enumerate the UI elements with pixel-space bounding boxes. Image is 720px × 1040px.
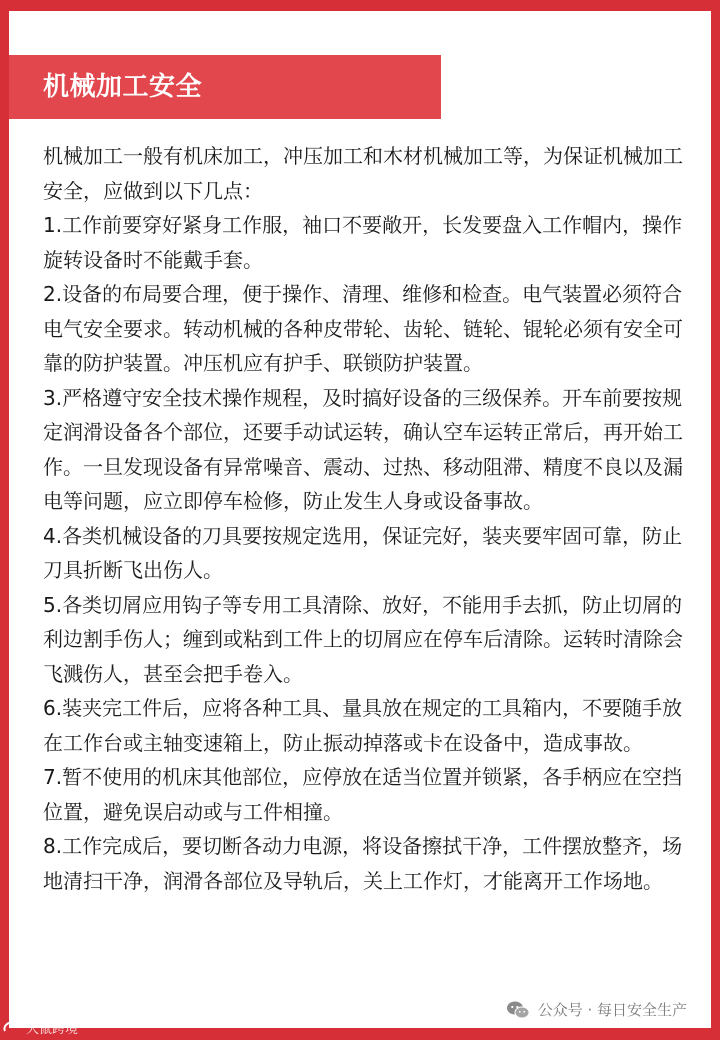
watermark-text: 公众号 · 每日安全生产 <box>537 1001 687 1019</box>
article-body <box>43 139 689 898</box>
rule-item-2: 2.设备的布局要合理，便于操作、清理、维修和检查。电气装置必须符合电气安全要求。转动机械的各种皮带轮、齿轮、链轮、锟轮必须有安全可靠的防护装置。冲压机应有护手、联锁防护装置。 <box>43 282 683 375</box>
wechat-icon <box>506 1000 530 1020</box>
rule-item-8: 8.工作完成后，要切断各动力电源，将设备擦拭干净，工件摆放整齐，场地清扫干净，润滑各部位及导轨后，关上工作灯，才能离开工作场地。 <box>43 834 683 893</box>
rule-item-4: 4.各类机械设备的刀具要按规定选用，保证完好，装夹要牢固可靠，防止刀具折断飞出伤人。 <box>43 523 683 582</box>
footer-brand <box>0 1016 78 1038</box>
rule-item-1: 1.工作前要穿好紧身工作服，袖口不要敞开，长发要盘入工作帽内，操作旋转设备时不能戴手套。 <box>43 213 683 272</box>
logo-mark-icon <box>0 1018 22 1036</box>
footer-brand-text: 大鼠跨境 <box>26 1021 79 1037</box>
title-banner <box>9 55 441 119</box>
rule-item-5: 5.各类切屑应用钩子等专用工具清除、放好，不能用手去抓，防止切屑的利边割手伤人；缠到或粘到工件上的切屑应在停车后清除。运转时清除会飞溅伤人，甚至会把手卷入。 <box>43 592 683 686</box>
article-card <box>9 11 711 1028</box>
wechat-watermark <box>506 999 687 1020</box>
rule-item-3: 3.严格遵守安全技术操作规程，及时搞好设备的三级保养。开车前要按规定润滑设备各个部位，还要手动试运转，确认空车运转正常后，再开始工作。一旦发现设备有异常噪音、震动、过热、移动阻滞、精度不良以及漏电等问题，应立即停车检修，防止发生人身或设备事故。 <box>43 385 683 513</box>
intro-paragraph: 机械加工一般有机床加工，冲压加工和木材机械加工等，为保证机械加工安全，应做到以下几点： <box>43 144 683 203</box>
rule-item-6: 6.装夹完工件后，应将各种工具、量具放在规定的工具箱内，不要随手放在工作台或主轴变速箱上，防止振动掉落或卡在设备中，造成事故。 <box>43 696 683 755</box>
rule-item-7: 7.暂不使用的机床其他部位，应停放在适当位置并锁紧，各手柄应在空挡位置，避免误启动或与工件相撞。 <box>43 765 683 824</box>
page-title: 机械加工安全 <box>43 72 203 102</box>
